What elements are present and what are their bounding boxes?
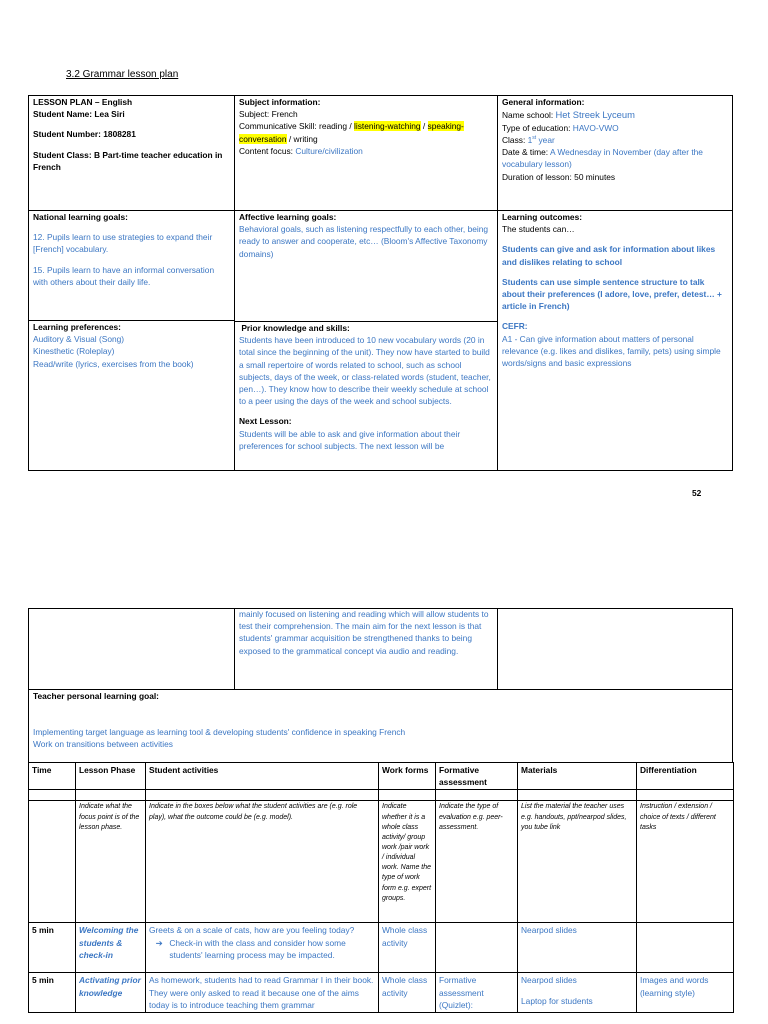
communicative-skill: Communicative Skill: reading / listening-watching / speaking-conversation / writing [239,121,464,144]
national-goal-15: 15. Pupils learn to have an informal conversation with others about their daily life. [33,264,215,287]
row-phase: Activating prior knowledge [76,973,146,1013]
table-row [29,923,734,973]
student-name: Student Name: Lea Siri [33,109,125,120]
instruction-differentiation: Instruction / extension / choice of texts / different tasks [637,801,734,923]
school-name: Name school: Het Streek Lyceum [502,109,635,121]
lesson-plan-table [28,762,734,1013]
instruction-assessment: Indicate the type of evaluation e.g. peer-assessment. [436,801,518,923]
teacher-goal-heading: Teacher personal learning goal: [33,691,159,701]
instruction-phase: Indicate what the focus point is of the lesson phase. [76,801,146,923]
col-header-differentiation: Differentiation [637,763,734,790]
duration: Duration of lesson: 50 minutes [502,171,616,182]
general-info-heading: General information: [502,97,585,107]
row-time: 5 min [29,923,76,973]
next-lesson-continued: mainly focused on listening and reading which will allow students to test their comprehension. The main aim for the next lesson is that students' grammar acquisition be strengthened thanks to being exposed to the grammatical concept via audio and reading. [239,609,489,656]
row-differentiation [637,923,734,973]
col-header-activities: Student activities [146,763,379,790]
instruction-activities: Indicate in the boxes below what the student activities are (e.g. role play), what the outcome could be (e.g. model). [146,801,379,923]
arrow-right-icon: ➔ [155,937,163,948]
preference-item: Kinesthetic (Roleplay) [33,346,115,357]
col-header-phase: Lesson Phase [76,763,146,790]
col-header-work-forms: Work forms [379,763,436,790]
row-materials: Nearpod slides [518,923,637,973]
student-class: Student Class: B Part-time teacher education in French [33,149,223,172]
national-goal-12: 12. Pupils learn to use strategies to expand their [French] vocabulary. [33,232,213,255]
learning-outcomes-intro: The students can… [502,224,575,235]
preference-item: Read/write (lyrics, exercises from the book) [33,358,194,369]
row-time: 5 min [29,973,76,1013]
table-instruction-row [29,801,734,923]
highlight-listening: listening-watching [353,121,421,132]
teacher-goal-cell [30,690,730,762]
row-work-form: Whole class activity [379,923,436,973]
next-lesson-heading: Next Lesson: [239,416,292,427]
learning-outcomes-heading: Learning outcomes: [502,212,583,222]
teacher-goal-line: Work on transitions between activities [33,739,173,750]
page-title: 3.2 Grammar lesson plan [66,69,179,80]
prior-knowledge-cell [236,322,496,469]
prior-knowledge-text: Students have been introduced to 10 new vocabulary words (20 in total since the beginning of the unit). They now have started to build a small repertoire of words related to school, such as school subjects, days of the week, or class-related words (student, teacher, pen…). They know how to describe their weekly schedule at school to a peer using the days of the week and school subjects. [239,335,491,407]
highlight-speaking: speaking-conversation [239,121,464,144]
col-header-time: Time [29,763,76,790]
subject-info-cell [236,96,496,208]
row-assessment: Formative assessment (Quizlet): [436,973,518,1013]
prior-knowledge-heading: Prior knowledge and skills: [241,323,350,333]
col-header-materials: Materials [518,763,637,790]
content-focus: Content focus: Culture/civilization [239,145,363,156]
check-in-item: ➔ Check-in with the class and consider how some students' learning process may be impacted. [149,937,375,961]
next-lesson-text: Students will be able to ask and give information about their preferences for school subjects. The next lesson will be [239,428,461,451]
national-goals-cell [30,211,233,319]
subject-line: Subject: French [239,109,298,120]
affective-goals-heading: Affective learning goals: [239,212,337,222]
row-activity: As homework, students had to read Grammar I in their book. They were only asked to read it because one of the aims today is to introduce teaching them grammar [146,973,379,1013]
national-goals-heading: National learning goals: [33,212,128,222]
student-number: Student Number: 1808281 [33,129,136,140]
teacher-goal-line: Implementing target language as learning tool & developing students' confidence in speaking French [33,727,406,738]
affective-goals-text: Behavioral goals, such as listening respectfully to each other, being ready to answer and cooperate, etc… (Bloom's Affective Taxonomy domains) [239,224,489,259]
row-materials: Nearpod slides Laptop for students [518,973,637,1013]
row-differentiation: Images and words (learning style) [637,973,734,1013]
table-row [29,973,734,1013]
row-work-form: Whole class activity [379,973,436,1013]
affective-goals-cell [236,211,496,319]
outcome-sentence-structure: Students can use simple sentence structure to talk about their preferences (I adore, love, prefer, detest… + article in French) [502,276,722,312]
row-activity: Greets & on a scale of cats, how are you feeling today? ➔ Check-in with the class and consider how some students' learning process may be impacted. [146,923,379,973]
lesson-plan-cell [30,96,233,176]
instruction-materials: List the material the teacher uses e.g. handouts, ppt/nearpod slides, you tube link [518,801,637,923]
learning-preferences-cell [30,321,233,469]
cefr-text: A1 - Can give information about matters of personal relevance (e.g. likes and dislikes, family, pets) using simple words/signs and basic expressions [502,333,721,368]
class-info: Class: 1st year [502,135,555,145]
outcome-likes-dislikes: Students can give and ask for information about likes and dislikes relating to school [502,244,716,267]
table-spacer-row [29,790,734,801]
col-header-assessment: Formative assessment [436,763,518,790]
lesson-header: LESSON PLAN – English [33,97,133,107]
learning-preferences-heading: Learning preferences: [33,322,121,332]
general-info-cell [499,96,731,208]
subject-info-heading: Subject information: [239,97,321,107]
table-header-row [29,763,734,790]
date-time: Date & time: A Wednesday in November (day after the vocabulary lesson) [502,147,703,170]
learning-outcomes-cell [499,211,731,469]
page-number: 52 [692,488,702,498]
row-assessment [436,923,518,973]
row-phase: Welcoming the students & check-in [76,923,146,973]
instruction-work-forms: Indicate whether it is a whole class activity/ group work /pair work / individual work. Name the type of work form e.g. expert groups. [379,801,436,923]
education-type: Type of education: HAVO-VWO [502,122,619,133]
cefr-label: CEFR: [502,321,528,332]
preference-item: Auditory & Visual (Song) [33,334,125,345]
